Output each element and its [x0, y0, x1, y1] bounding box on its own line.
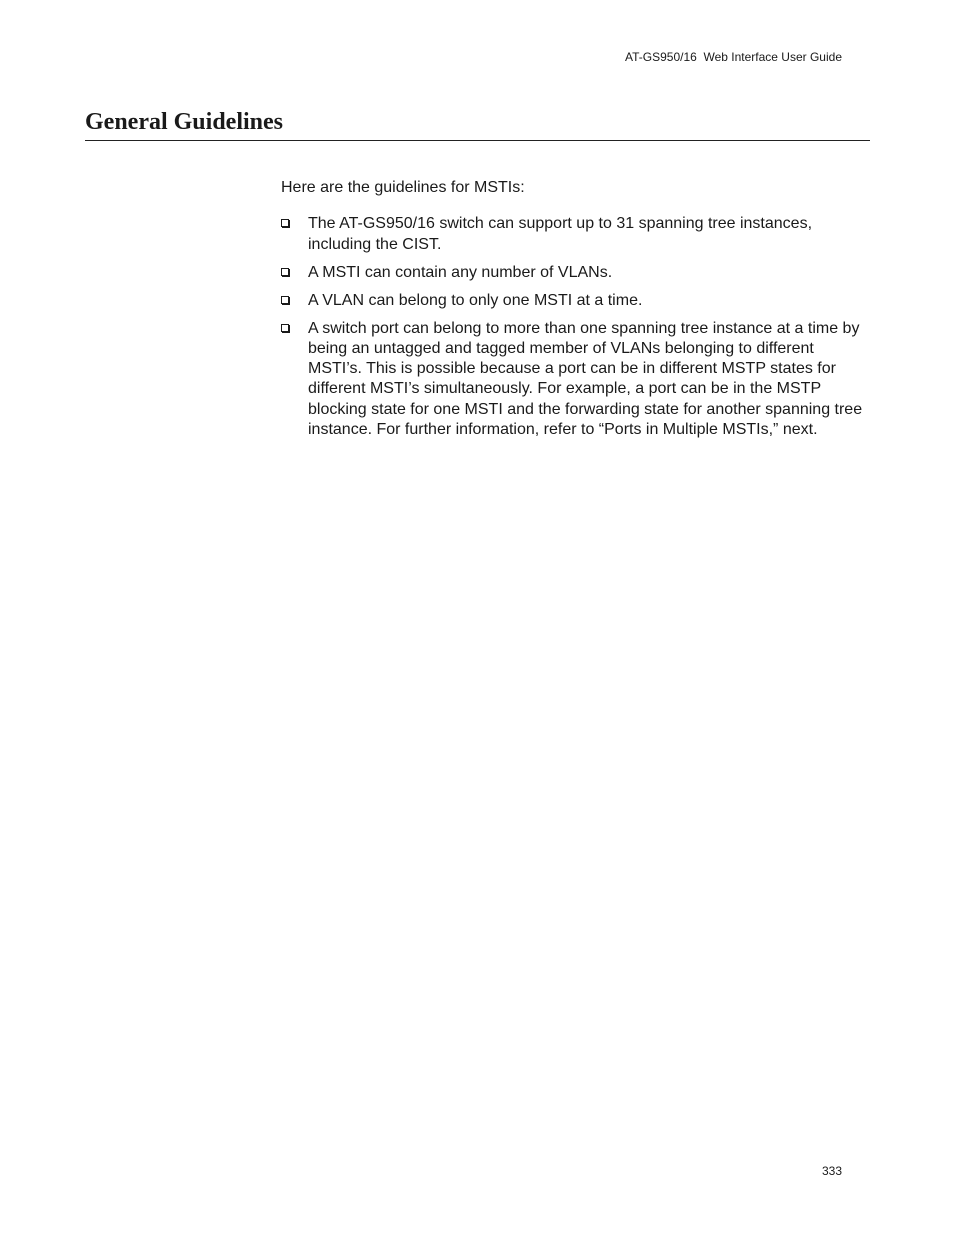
- body-content: [281, 178, 871, 448]
- guidelines-list: [281, 214, 871, 440]
- page-number: 333: [821, 1164, 842, 1178]
- list-item: [281, 319, 871, 441]
- section-divider: [85, 140, 870, 141]
- square-bullet-icon: [281, 219, 289, 227]
- square-bullet-icon: [281, 324, 289, 332]
- list-item-text: A MSTI can contain any number of VLANs.: [308, 263, 613, 281]
- running-header: AT-GS950/16 Web Interface User Guide: [625, 50, 842, 64]
- list-item-text: The AT-GS950/16 switch can support up to 31 spanning tree instances, including the CIST.: [308, 215, 813, 253]
- square-bullet-icon: [281, 296, 289, 304]
- list-item-text: A switch port can belong to more than one spanning tree instance at a time by being an untagged and tagged member of VLANs belonging to different MSTI’s. This is possible because a port can be in different MSTP states for different MSTI’s simultaneously. For example, a port can be in the MSTP blocking state for one MSTI and the forwarding state for another spanning tree instance. For further information, refer to “Ports in Multiple MSTIs,” next.: [308, 319, 863, 439]
- square-bullet-icon: [281, 268, 289, 276]
- list-item: [281, 263, 871, 283]
- intro-paragraph: Here are the guidelines for MSTIs:: [281, 179, 525, 196]
- list-item: [281, 214, 871, 255]
- list-item: [281, 291, 871, 311]
- list-item-text: A VLAN can belong to only one MSTI at a time.: [308, 291, 643, 309]
- section-title: General Guidelines: [85, 109, 283, 135]
